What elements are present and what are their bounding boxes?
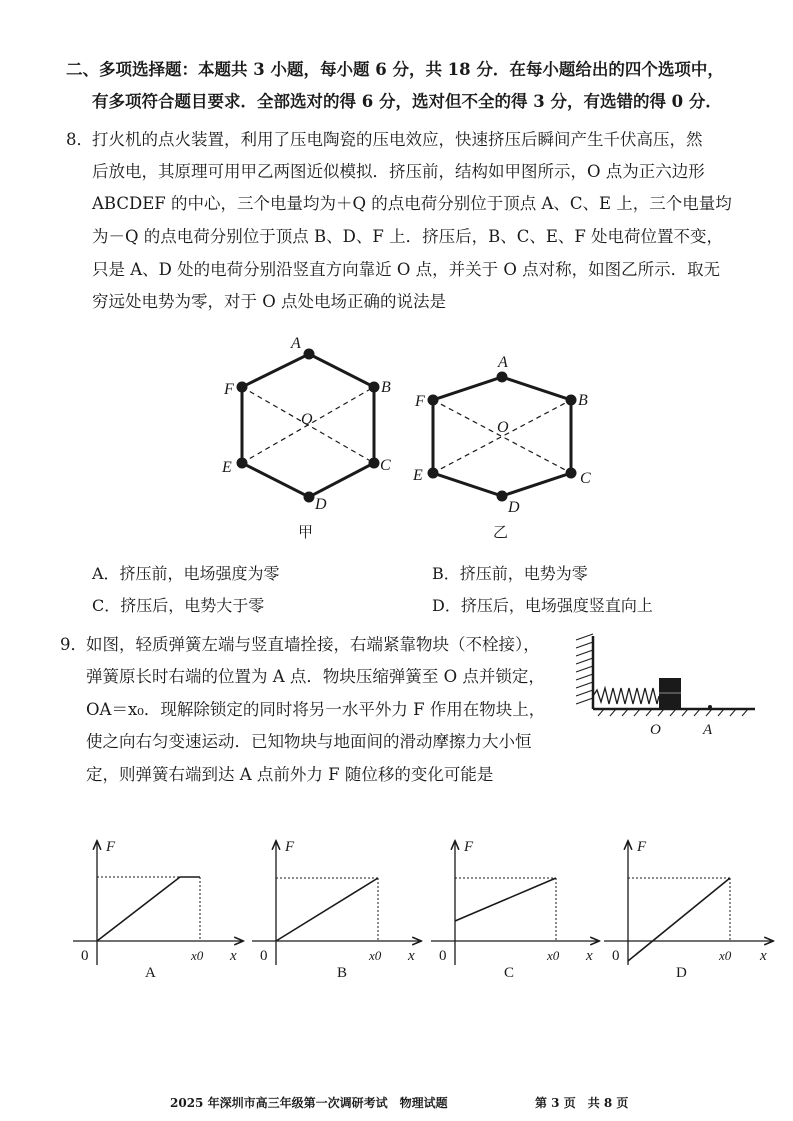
origin-label: 0 [260,948,268,964]
q8-option-a: A．挤压前，电场强度为零 [92,564,280,583]
footer-exam-title: 2025 年深圳市高三年级第一次调研考试 物理试题 [170,1096,448,1110]
q9-line: OA＝x₀．现解除锁定的同时将另一水平外力 F 作用在物块上， [86,700,546,719]
vertex-label: B [381,379,391,396]
vertex-label: E [413,467,423,484]
caption-yi: 乙 [493,523,509,541]
graph-d-line [628,878,730,961]
axis-label-f: F [637,839,647,855]
vertex-label: C [380,457,391,474]
axis-label-x: x [760,948,767,964]
origin-label: 0 [439,948,447,964]
q9-line: 弹簧原长时右端的位置为 A 点．物块压缩弹簧至 O 点并锁定， [86,667,545,686]
vertex-label: B [578,392,588,409]
footer-page-number: 第 3 页 共 8 页 [535,1096,629,1110]
q9-line: 使之向右匀变速运动．已知物块与地面间的滑动摩擦力大小恒 [86,732,532,751]
axis-label-f: F [464,839,474,855]
q9-line: 如图，轻质弹簧左端与竖直墙拴接，右端紧靠物块（不栓接）， [86,635,540,654]
label-o: O [650,722,661,738]
x0-label: x0 [191,948,204,963]
vertex-label: C [580,470,591,487]
axis-label-f: F [106,839,116,855]
q8-number: 8． [66,130,93,149]
graph-a-line [97,877,200,941]
q8-line: 后放电，其原理可用甲乙两图近似模拟．挤压前，结构如甲图所示，O 点为正六边形 [92,162,705,181]
origin-label: 0 [81,948,89,964]
axis-label-x: x [586,948,593,964]
center-label: O [497,419,509,436]
q8-option-b: B．挤压前，电势为零 [432,564,588,583]
vertex-label: F [415,393,425,410]
graph-caption-b: B [337,965,348,981]
vertex-label: D [508,499,520,516]
q8-line: 只是 A、D 处的电荷分别沿竖直方向靠近 O 点，并关于 O 点对称，如图乙所示．取无 [92,260,721,279]
graph-caption-a: A [145,965,156,981]
center-label: O [301,411,313,428]
label-a: A [703,722,713,738]
graph-caption-c: C [504,965,515,981]
q8-line: 打火机的点火装置，利用了压电陶瓷的压电效应，快速挤压后瞬间产生千伏高压，然 [92,130,703,149]
axis-label-f: F [285,839,295,855]
q8-option-d: D．挤压后，电场强度竖直向上 [432,596,653,615]
section-header-line2: 有多项符合题目要求．全部选对的得 6 分，选对但不全的得 3 分，有选错的得 0 分． [92,92,722,111]
axis-label-x: x [408,948,415,964]
x0-label: x0 [547,948,560,963]
q8-line: 为－Q 的点电荷分别位于顶点 B、D、F 上．挤压后，B、C、E、F 处电荷位置不变， [92,227,724,246]
q8-option-c: C．挤压后，电势大于零 [92,596,265,615]
vertex-label: D [315,496,327,513]
graph-b-line [276,878,378,941]
q9-number: 9． [60,635,87,654]
vertex-label: F [224,381,234,398]
q9-line: 定，则弹簧右端到达 A 点前外力 F 随位移的变化可能是 [86,765,494,784]
section-header-line1: 二、多项选择题：本题共 3 小题，每小题 6 分，共 18 分．在每小题给出的四个选项中， [66,60,724,79]
q8-line: ABCDEF 的中心，三个电量均为＋Q 的点电荷分别位于顶点 A、C、E 上，三个电量均 [92,194,732,213]
vertex-label: A [291,335,301,352]
x0-label: x0 [369,948,382,963]
q8-line: 穷远处电势为零，对于 O 点处电场正确的说法是 [92,292,447,311]
origin-label: 0 [612,948,620,964]
x0-label: x0 [719,948,732,963]
graph-caption-d: D [676,965,687,981]
axis-label-x: x [230,948,237,964]
caption-jia: 甲 [298,523,314,541]
vertex-label: A [498,354,508,371]
vertex-label: E [222,459,232,476]
graph-c-line [455,878,556,921]
